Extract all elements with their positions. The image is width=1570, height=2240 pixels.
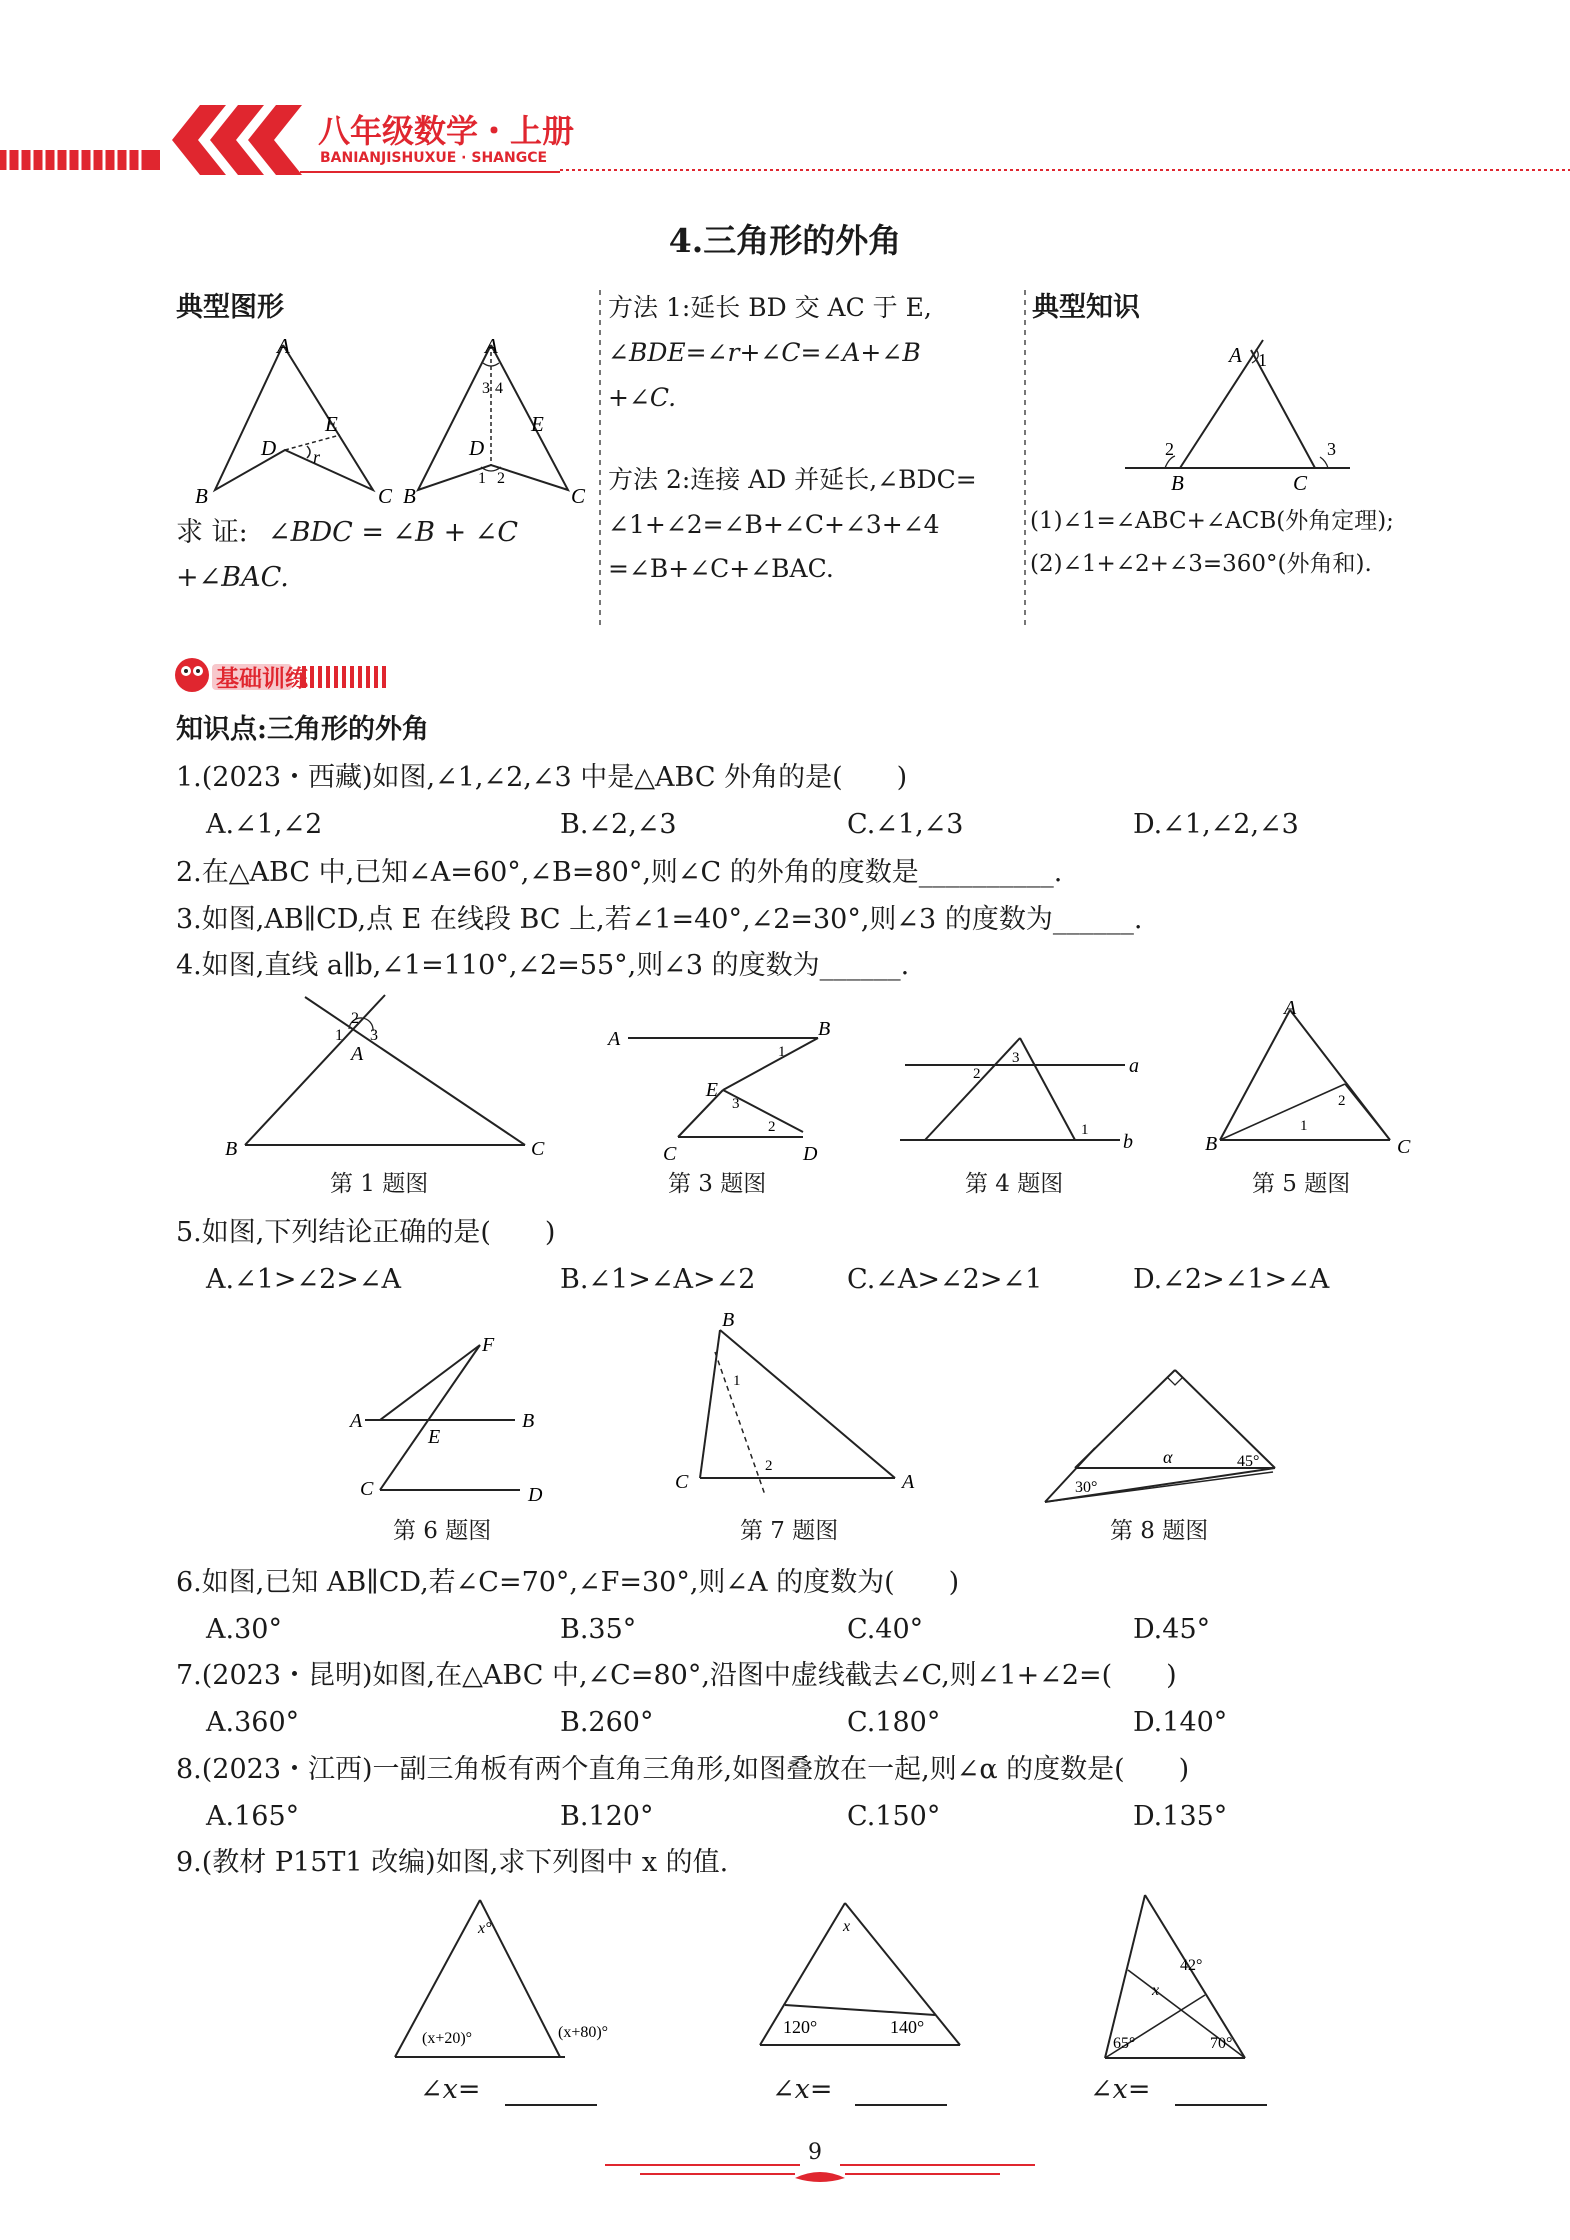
- svg-text:3: 3: [482, 380, 490, 397]
- q8-label-45: 45°: [1237, 1453, 1260, 1470]
- method-2-line-3: =∠B+∠C+∠BAC.: [608, 554, 834, 583]
- typical-figure-1: [195, 334, 395, 508]
- svg-text:1: 1: [1081, 1122, 1089, 1138]
- svg-text:B: B: [195, 484, 208, 508]
- svg-text:1: 1: [1258, 350, 1267, 370]
- svg-text:3: 3: [370, 1027, 378, 1044]
- q1-option-c: C.∠1,∠3: [847, 809, 964, 840]
- svg-text:r: r: [313, 447, 321, 467]
- svg-text:2: 2: [1165, 439, 1174, 459]
- proof-line-1: ∠BDC = ∠B + ∠C: [268, 517, 519, 548]
- figure-q5: [1205, 997, 1425, 1160]
- figure-q3: [608, 1010, 868, 1170]
- caption-q7: 第 7 题图: [740, 1518, 839, 1544]
- header-chevrons-icon: [172, 105, 302, 175]
- page-number: 9: [808, 2140, 822, 2165]
- figure-q8: [1035, 1360, 1295, 1510]
- svg-text:B: B: [1171, 471, 1184, 495]
- svg-text:B: B: [403, 484, 416, 508]
- q7-option-d: D.140°: [1133, 1707, 1228, 1738]
- svg-text:3: 3: [1012, 1050, 1020, 1066]
- q9c-label-mid: x: [1152, 1982, 1160, 1999]
- q8-label-30: 30°: [1075, 1479, 1098, 1496]
- svg-text:2: 2: [973, 1066, 981, 1082]
- svg-text:E: E: [325, 412, 338, 436]
- q9c-answer-prefix: ∠x=: [1090, 2074, 1151, 2105]
- svg-text:2: 2: [497, 470, 505, 487]
- svg-text:1: 1: [733, 1373, 741, 1389]
- svg-text:D: D: [469, 436, 485, 460]
- knowledge-heading: 典型知识: [1032, 292, 1140, 323]
- svg-text:B: B: [522, 1410, 535, 1432]
- q6-stem: 6.如图,已知 AB∥CD,若∠C=70°,∠F=30°,则∠A 的度数为( ): [176, 1567, 960, 1598]
- svg-text:A: A: [485, 334, 498, 358]
- q7-stem: 7.(2023・昆明)如图,在△ABC 中,∠C=80°,沿图中虚线截去∠C,则∠1+∠2=( ): [176, 1660, 1177, 1691]
- svg-text:2: 2: [765, 1458, 773, 1474]
- training-banner-label: 基础训练: [216, 666, 308, 692]
- caption-q8: 第 8 题图: [1110, 1518, 1209, 1544]
- header-stripes: [0, 150, 160, 170]
- q9a-answer-prefix: ∠x=: [420, 2074, 481, 2105]
- svg-text:a: a: [1129, 1055, 1139, 1077]
- method-1-line-2: ∠BDE=∠r+∠C=∠A+∠B: [608, 338, 921, 367]
- q9-stem: 9.(教材 P15T1 改编)如图,求下列图中 x 的值.: [176, 1847, 729, 1878]
- q9a-answer-blank[interactable]: [505, 2104, 597, 2106]
- svg-text:B: B: [1205, 1133, 1218, 1155]
- q9a-label-left: (x+20)°: [422, 2030, 473, 2047]
- svg-text:B: B: [722, 1309, 735, 1331]
- q5-option-c: C.∠A>∠2>∠1: [847, 1264, 1043, 1295]
- figure-q7: [670, 1310, 920, 1500]
- method-2-line-1: 方法 2:连接 AD 并延长,∠BDC=: [608, 465, 977, 494]
- svg-text:D: D: [803, 1143, 818, 1165]
- q5-option-a: A.∠1>∠2>∠A: [206, 1264, 402, 1295]
- method-1-line-1: 方法 1:延长 BD 交 AC 于 E,: [608, 293, 932, 322]
- q8-stem: 8.(2023・江西)一副三角板有两个直角三角形,如图叠放在一起,则∠α 的度数是( ): [176, 1754, 1190, 1785]
- caption-q3: 第 3 题图: [668, 1171, 767, 1197]
- q6-option-c: C.40°: [847, 1614, 924, 1645]
- q9b-label-left: 120°: [783, 2017, 818, 2037]
- svg-text:E: E: [705, 1079, 718, 1101]
- svg-text:C: C: [663, 1143, 677, 1165]
- q8-option-b: B.120°: [560, 1801, 654, 1832]
- q9c-label-left: 65°: [1113, 2035, 1136, 2052]
- q6-option-a: A.30°: [206, 1614, 282, 1645]
- q9c-label-top: 42°: [1180, 1957, 1203, 1974]
- q9b-answer-blank[interactable]: [855, 2104, 947, 2106]
- svg-text:C: C: [360, 1478, 374, 1500]
- proof-line-2: +∠BAC.: [176, 562, 289, 593]
- q9a-label-right: (x+80)°: [558, 2024, 609, 2041]
- svg-text:1: 1: [1300, 1118, 1308, 1134]
- svg-text:D: D: [261, 436, 277, 460]
- q5-stem: 5.如图,下列结论正确的是( ): [176, 1217, 556, 1248]
- svg-text:2: 2: [768, 1119, 776, 1135]
- q9b-label-top: x: [843, 1918, 851, 1935]
- method-1-line-3: +∠C.: [608, 383, 677, 412]
- svg-text:E: E: [531, 412, 544, 436]
- svg-text:B: B: [225, 1138, 238, 1160]
- svg-text:A: A: [1229, 343, 1242, 367]
- svg-text:C: C: [571, 484, 586, 508]
- q4-stem: 4.如图,直线 a∥b,∠1=110°,∠2=55°,则∠3 的度数为______.: [176, 950, 910, 981]
- q9b-label-right: 140°: [890, 2017, 925, 2037]
- q1-option-b: B.∠2,∠3: [560, 809, 677, 840]
- svg-text:C: C: [1397, 1136, 1411, 1158]
- figure-q4: [895, 1030, 1155, 1180]
- svg-text:D: D: [528, 1484, 543, 1506]
- svg-text:3: 3: [732, 1096, 740, 1112]
- q3-stem: 3.如图,AB∥CD,点 E 在线段 BC 上,若∠1=40°,∠2=30°,则∠3 的度数为______.: [176, 904, 1143, 935]
- svg-text:A: A: [351, 1043, 364, 1065]
- svg-text:A: A: [350, 1410, 363, 1432]
- q8-option-a: A.165°: [206, 1801, 300, 1832]
- svg-text:b: b: [1123, 1131, 1133, 1153]
- header-title: 八年级数学・上册: [318, 112, 575, 150]
- knowledge-point: 知识点:三角形的外角: [176, 714, 429, 745]
- q6-option-b: B.35°: [560, 1614, 637, 1645]
- svg-text:B: B: [818, 1018, 831, 1040]
- svg-text:C: C: [675, 1471, 689, 1493]
- caption-q5: 第 5 题图: [1252, 1171, 1351, 1197]
- svg-text:1: 1: [778, 1044, 786, 1060]
- figure-q9c: [1100, 1890, 1260, 2070]
- figure-q1: [215, 995, 595, 1160]
- q7-option-b: B.260°: [560, 1707, 654, 1738]
- q8-option-c: C.150°: [847, 1801, 941, 1832]
- figure-q6: [350, 1335, 550, 1505]
- q9c-label-right: 70°: [1210, 2035, 1233, 2052]
- q5-option-b: B.∠1>∠A>∠2: [560, 1264, 756, 1295]
- svg-text:C: C: [531, 1138, 545, 1160]
- knowledge-line-1: (1)∠1=∠ABC+∠ACB(外角定理);: [1030, 508, 1394, 534]
- q1-option-d: D.∠1,∠2,∠3: [1133, 809, 1299, 840]
- typical-figure-2: [403, 334, 603, 508]
- q9a-label-top: x°: [478, 1920, 492, 1937]
- svg-text:4: 4: [495, 380, 503, 397]
- figure-q9b: [755, 1895, 975, 2055]
- caption-q6: 第 6 题图: [393, 1518, 492, 1544]
- svg-text:E: E: [428, 1426, 441, 1448]
- svg-text:1: 1: [335, 1027, 343, 1044]
- q8-label-alpha: α: [1163, 1447, 1173, 1467]
- knowledge-figure: [1125, 335, 1375, 495]
- q1-stem: 1.(2023・西藏)如图,∠1,∠2,∠3 中是△ABC 外角的是( ): [176, 762, 908, 793]
- svg-text:C: C: [1293, 471, 1308, 495]
- svg-text:A: A: [1284, 997, 1297, 1019]
- knowledge-line-2: (2)∠1+∠2+∠3=360°(外角和).: [1030, 551, 1372, 577]
- svg-text:A: A: [902, 1471, 915, 1493]
- svg-text:A: A: [277, 334, 290, 358]
- q9c-answer-blank[interactable]: [1175, 2104, 1267, 2106]
- svg-text:2: 2: [1338, 1093, 1346, 1109]
- section-title: 4.三角形的外角: [668, 221, 902, 260]
- typical-figures-heading: 典型图形: [176, 292, 284, 323]
- proof-prefix: 求 证:: [176, 517, 248, 548]
- caption-q4: 第 4 题图: [965, 1171, 1064, 1197]
- caption-q1: 第 1 题图: [330, 1171, 429, 1197]
- q7-option-c: C.180°: [847, 1707, 941, 1738]
- q2-stem: 2.在△ABC 中,已知∠A=60°,∠B=80°,则∠C 的外角的度数是__________.: [176, 857, 1063, 888]
- q8-option-d: D.135°: [1133, 1801, 1228, 1832]
- svg-text:2: 2: [351, 1010, 359, 1027]
- q1-option-a: A.∠1,∠2: [206, 809, 323, 840]
- svg-text:F: F: [482, 1334, 495, 1356]
- figure-q9a: [390, 1895, 640, 2055]
- svg-text:3: 3: [1327, 439, 1336, 459]
- svg-text:1: 1: [478, 470, 486, 487]
- svg-text:A: A: [608, 1028, 621, 1050]
- method-2-line-2: ∠1+∠2=∠B+∠C+∠3+∠4: [608, 510, 940, 539]
- svg-text:C: C: [378, 484, 393, 508]
- q6-option-d: D.45°: [1133, 1614, 1211, 1645]
- q7-option-a: A.360°: [206, 1707, 300, 1738]
- q5-option-d: D.∠2>∠1>∠A: [1133, 1264, 1330, 1295]
- q9b-answer-prefix: ∠x=: [772, 2074, 833, 2105]
- header-subtitle: BANIANJISHUXUE · SHANGCE: [320, 150, 548, 166]
